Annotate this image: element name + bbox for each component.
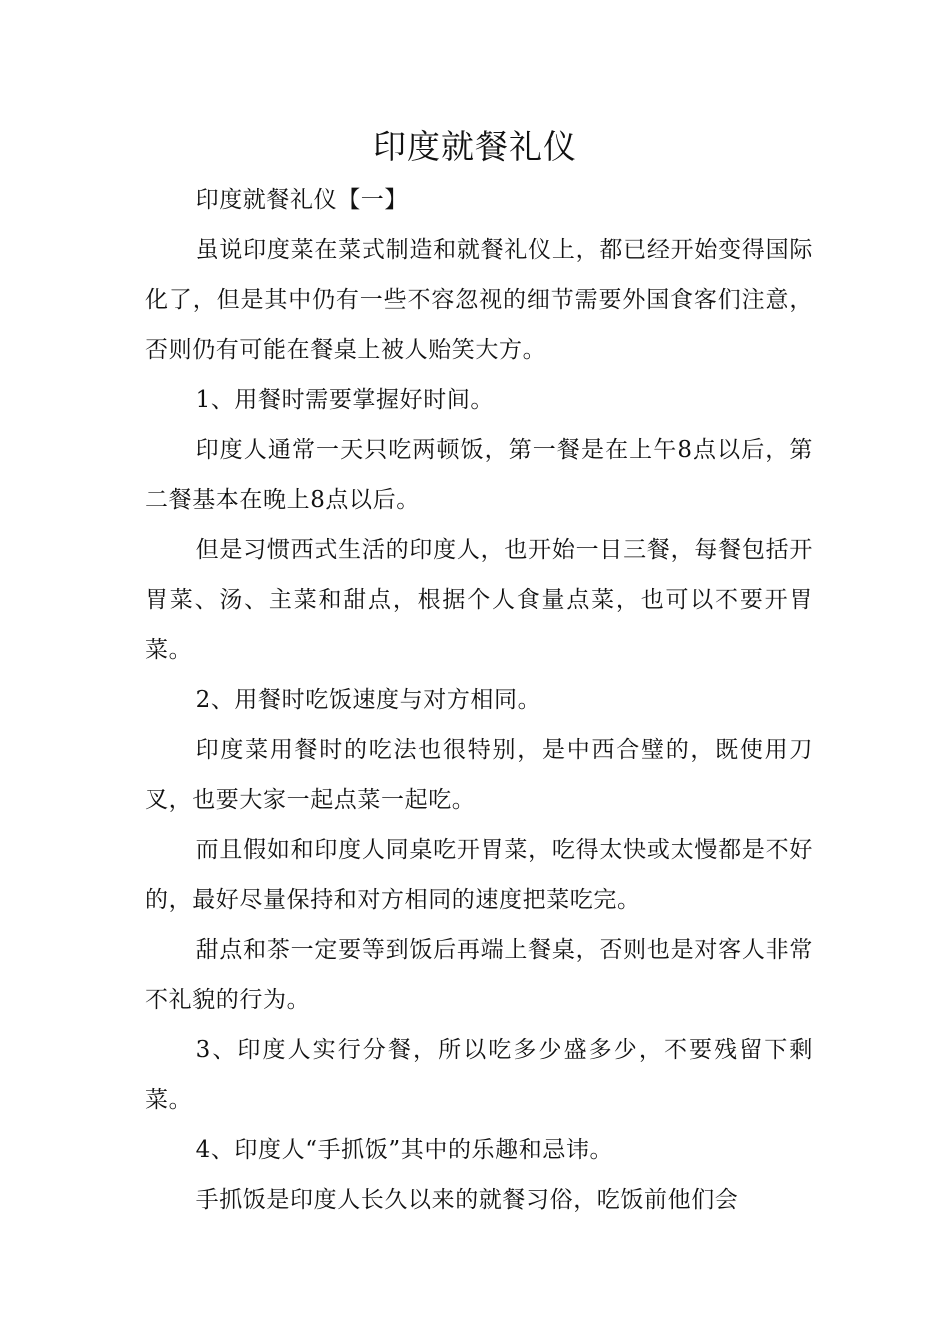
section-heading: 印度就餐礼仪【一】 (195, 187, 408, 213)
paragraph: 甜点和茶一定要等到饭后再端上餐桌，否则也是对客人非常不礼貌的行为。 (145, 937, 813, 1013)
list-item-heading: 2、用餐时吃饭速度与对方相同。 (195, 687, 542, 713)
document-body (145, 175, 813, 1225)
paragraph: 而且假如和印度人同桌吃开胃菜，吃得太快或太慢都是不好的，最好尽量保持和对方相同的速度把菜吃完。 (145, 837, 813, 913)
list-item-heading: 3、印度人实行分餐，所以吃多少盛多少，不要残留下剩菜。 (145, 1037, 813, 1113)
paragraph: 虽说印度菜在菜式制造和就餐礼仪上，都已经开始变得国际化了，但是其中仍有一些不容忽视的细节需要外国食客们注意，否则仍有可能在餐桌上被人贻笑大方。 (145, 237, 813, 363)
list-item-heading: 4、印度人“手抓饭”其中的乐趣和忌讳。 (195, 1137, 614, 1163)
paragraph: 印度菜用餐时的吃法也很特别，是中西合璧的，既使用刀叉，也要大家一起点菜一起吃。 (145, 737, 813, 813)
paragraph: 手抓饭是印度人长久以来的就餐习俗，吃饭前他们会 (195, 1187, 739, 1213)
paragraph: 但是习惯西式生活的印度人，也开始一日三餐，每餐包括开胃菜、汤、主菜和甜点，根据个人食量点菜，也可以不要开胃菜。 (145, 537, 813, 663)
page-title: 印度就餐礼仪 (373, 127, 577, 166)
paragraph: 印度人通常一天只吃两顿饭，第一餐是在上午8点以后，第二餐基本在晚上8点以后。 (145, 437, 813, 513)
list-item-heading: 1、用餐时需要掌握好时间。 (195, 387, 495, 413)
